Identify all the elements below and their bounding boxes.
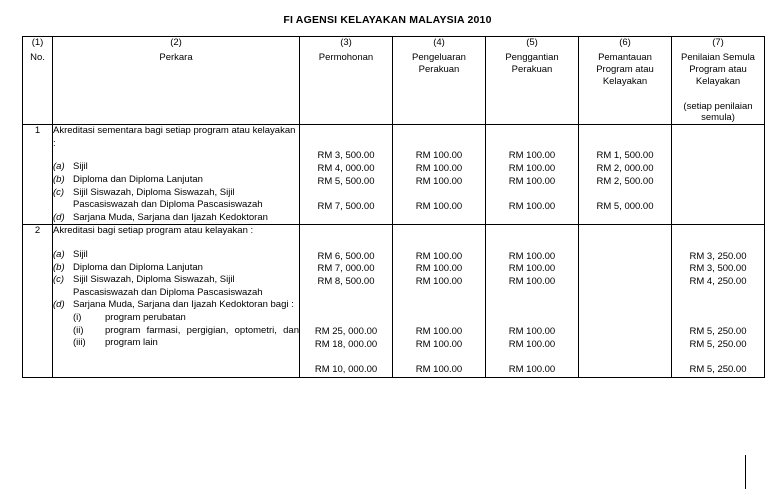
amount: RM 5, 250.00	[689, 326, 747, 338]
amount: RM 100.00	[415, 326, 463, 338]
spacer	[486, 138, 578, 151]
spacer	[393, 289, 485, 302]
row-pemantauan-amounts	[579, 125, 672, 225]
table-row	[23, 225, 765, 377]
list-item	[53, 299, 299, 312]
amount: RM 100.00	[415, 364, 463, 376]
amount: RM 10, 000.00	[314, 364, 378, 376]
amount: RM 100.00	[508, 163, 556, 175]
row-perkara	[53, 125, 300, 225]
spacer	[393, 301, 485, 314]
item-text: Sijil Siswazah, Diploma Siswazah, Sijil Pascasiswazah dan Diploma Pascasiswazah	[73, 186, 263, 211]
amount: RM 7, 000.00	[317, 263, 375, 275]
spacer	[393, 238, 485, 251]
spacer	[672, 289, 764, 302]
item-marker: (a)	[53, 248, 65, 260]
header-label: Perkara	[159, 51, 193, 63]
list-item	[53, 262, 299, 275]
header-cell-pemantauan	[579, 37, 672, 125]
item-marker: (ii)	[73, 324, 84, 336]
header-number: (3)	[340, 37, 352, 48]
item-marker: (b)	[53, 261, 65, 273]
item-marker: (d)	[53, 299, 65, 311]
header-cell-no	[23, 37, 53, 125]
item-text: program perubatan	[105, 312, 186, 324]
header-label: Penggantian Perakuan	[505, 51, 559, 75]
header-cell-penggantian-perakuan	[486, 37, 579, 125]
spacer	[486, 289, 578, 302]
spacer	[300, 289, 392, 302]
spacer	[579, 188, 671, 201]
amount: RM 1, 500.00	[596, 150, 654, 162]
table-header-row	[23, 37, 765, 125]
amount: RM 7, 500.00	[317, 200, 375, 212]
row-pemantauan-amounts	[579, 225, 672, 377]
amount: RM 8, 500.00	[317, 275, 375, 287]
item-marker: (iii)	[73, 337, 86, 349]
spacer	[486, 188, 578, 201]
amount: RM 5, 000.00	[596, 200, 654, 212]
header-cell-perkara	[53, 37, 300, 125]
list-item	[53, 161, 299, 174]
list-item	[53, 312, 299, 325]
amount: RM 5, 250.00	[689, 338, 747, 350]
spacer	[486, 125, 578, 138]
row-pengeluaran-amounts	[393, 225, 486, 377]
amount: RM 25, 000.00	[314, 326, 378, 338]
amount: RM 6, 500.00	[317, 250, 375, 262]
amount: RM 3, 250.00	[689, 250, 747, 262]
amount: RM 2, 000.00	[596, 163, 654, 175]
item-text: program farmasi, pergigian, optometri, dan	[105, 324, 299, 336]
spacer	[300, 301, 392, 314]
spacer	[300, 352, 392, 365]
spacer	[672, 314, 764, 327]
item-marker: (i)	[73, 312, 82, 324]
row-permohonan-amounts	[300, 125, 393, 225]
item-text: Sijil Siswazah, Diploma Siswazah, Sijil Pascasiswazah dan Diploma Pascasiswazah	[73, 274, 263, 298]
item-marker: (a)	[53, 161, 65, 173]
list-item	[53, 187, 299, 212]
amount: RM 100.00	[415, 263, 463, 275]
amount: RM 100.00	[415, 200, 463, 212]
spacer	[393, 225, 485, 238]
amount: RM 100.00	[415, 250, 463, 262]
amount: RM 100.00	[508, 338, 556, 350]
table-row	[23, 125, 765, 225]
amount: RM 4, 000.00	[317, 163, 375, 175]
item-text: Diploma dan Diploma Lanjutan	[73, 173, 203, 185]
fee-schedule-table	[22, 36, 765, 378]
spacer	[486, 238, 578, 251]
header-label: No.	[30, 51, 45, 63]
spacer	[393, 188, 485, 201]
list-item	[53, 212, 299, 225]
amount: RM 5, 500.00	[317, 175, 375, 187]
amount: RM 100.00	[415, 150, 463, 162]
spacer	[300, 188, 392, 201]
amount: RM 100.00	[508, 150, 556, 162]
row-pengeluaran-amounts	[393, 125, 486, 225]
item-text: Sarjana Muda, Sarjana dan Ijazah Kedoktoran bagi :	[73, 299, 294, 311]
list-item	[53, 325, 299, 338]
amount: RM 18, 000.00	[314, 338, 378, 350]
spacer	[672, 225, 764, 238]
amount: RM 100.00	[508, 364, 556, 376]
header-number: (1)	[31, 37, 44, 48]
spacer	[300, 225, 392, 238]
row-number: 1	[23, 125, 53, 225]
spacer	[579, 138, 671, 151]
item-marker: (c)	[53, 186, 65, 198]
header-label: Penilaian Semula Program atau Kelayakan	[681, 51, 755, 87]
amount: RM 100.00	[508, 326, 556, 338]
amount: RM 2, 500.00	[596, 175, 654, 187]
header-number: (4)	[433, 37, 445, 48]
amount: RM 100.00	[508, 200, 556, 212]
spacer	[579, 125, 671, 138]
header-sublabel: (setiap penilaian semula)	[683, 100, 753, 124]
row-penggantian-amounts	[486, 125, 579, 225]
header-cell-penilaian-semula	[672, 37, 765, 125]
list-item	[53, 174, 299, 187]
row-intro: Akreditasi bagi setiap program atau kelayakan :	[53, 225, 254, 237]
page-edge-rule	[745, 455, 746, 489]
row-penggantian-amounts	[486, 225, 579, 377]
spacer	[393, 138, 485, 151]
header-number: (6)	[619, 37, 631, 48]
amount: RM 100.00	[415, 338, 463, 350]
list-item	[53, 249, 299, 262]
amount: RM 3, 500.00	[689, 263, 747, 275]
amount: RM 3, 500.00	[317, 150, 375, 162]
spacer	[672, 301, 764, 314]
amount: RM 100.00	[415, 275, 463, 287]
item-text: Sijil	[73, 161, 88, 173]
spacer	[672, 352, 764, 365]
spacer	[300, 314, 392, 327]
row-intro: Akreditasi sementara bagi setiap program atau kelayakan :	[53, 125, 296, 149]
header-number: (7)	[712, 37, 724, 48]
item-marker: (b)	[53, 173, 65, 185]
amount: RM 100.00	[508, 250, 556, 262]
header-cell-pengeluaran-perakuan	[393, 37, 486, 125]
header-label: Pemantauan Program atau Kelayakan	[596, 51, 654, 87]
page-title: FI AGENSI KELAYAKAN MALAYSIA 2010	[283, 14, 492, 26]
item-marker: (d)	[53, 211, 65, 223]
header-cell-permohonan	[300, 37, 393, 125]
amount: RM 100.00	[508, 263, 556, 275]
row-permohonan-amounts	[300, 225, 393, 377]
amount: RM 5, 250.00	[689, 364, 747, 376]
amount: RM 100.00	[508, 175, 556, 187]
item-marker: (c)	[53, 274, 65, 286]
amount: RM 100.00	[415, 175, 463, 187]
spacer	[300, 125, 392, 138]
amount: RM 100.00	[415, 163, 463, 175]
spacer	[672, 238, 764, 251]
spacer	[300, 238, 392, 251]
header-label: Permohonan	[318, 51, 374, 63]
list-item	[53, 337, 299, 350]
item-text: program lain	[105, 337, 158, 349]
row-number: 2	[23, 225, 53, 377]
list-item	[53, 274, 299, 299]
header-number: (5)	[526, 37, 538, 48]
amount: RM 4, 250.00	[689, 275, 747, 287]
amount: RM 100.00	[508, 275, 556, 287]
spacer	[393, 314, 485, 327]
row-penilaian-amounts	[672, 125, 765, 225]
item-text: Sijil	[73, 248, 88, 260]
spacer	[300, 138, 392, 151]
header-number: (2)	[170, 37, 182, 48]
item-text: Sarjana Muda, Sarjana dan Ijazah Kedoktoran	[73, 211, 268, 223]
spacer	[393, 352, 485, 365]
spacer	[486, 301, 578, 314]
spacer	[486, 225, 578, 238]
row-perkara	[53, 225, 300, 377]
spacer	[486, 352, 578, 365]
item-text: Diploma dan Diploma Lanjutan	[73, 261, 203, 273]
row-penilaian-amounts	[672, 225, 765, 377]
spacer	[393, 125, 485, 138]
header-label: Pengeluaran Perakuan	[412, 51, 466, 75]
spacer	[486, 314, 578, 327]
